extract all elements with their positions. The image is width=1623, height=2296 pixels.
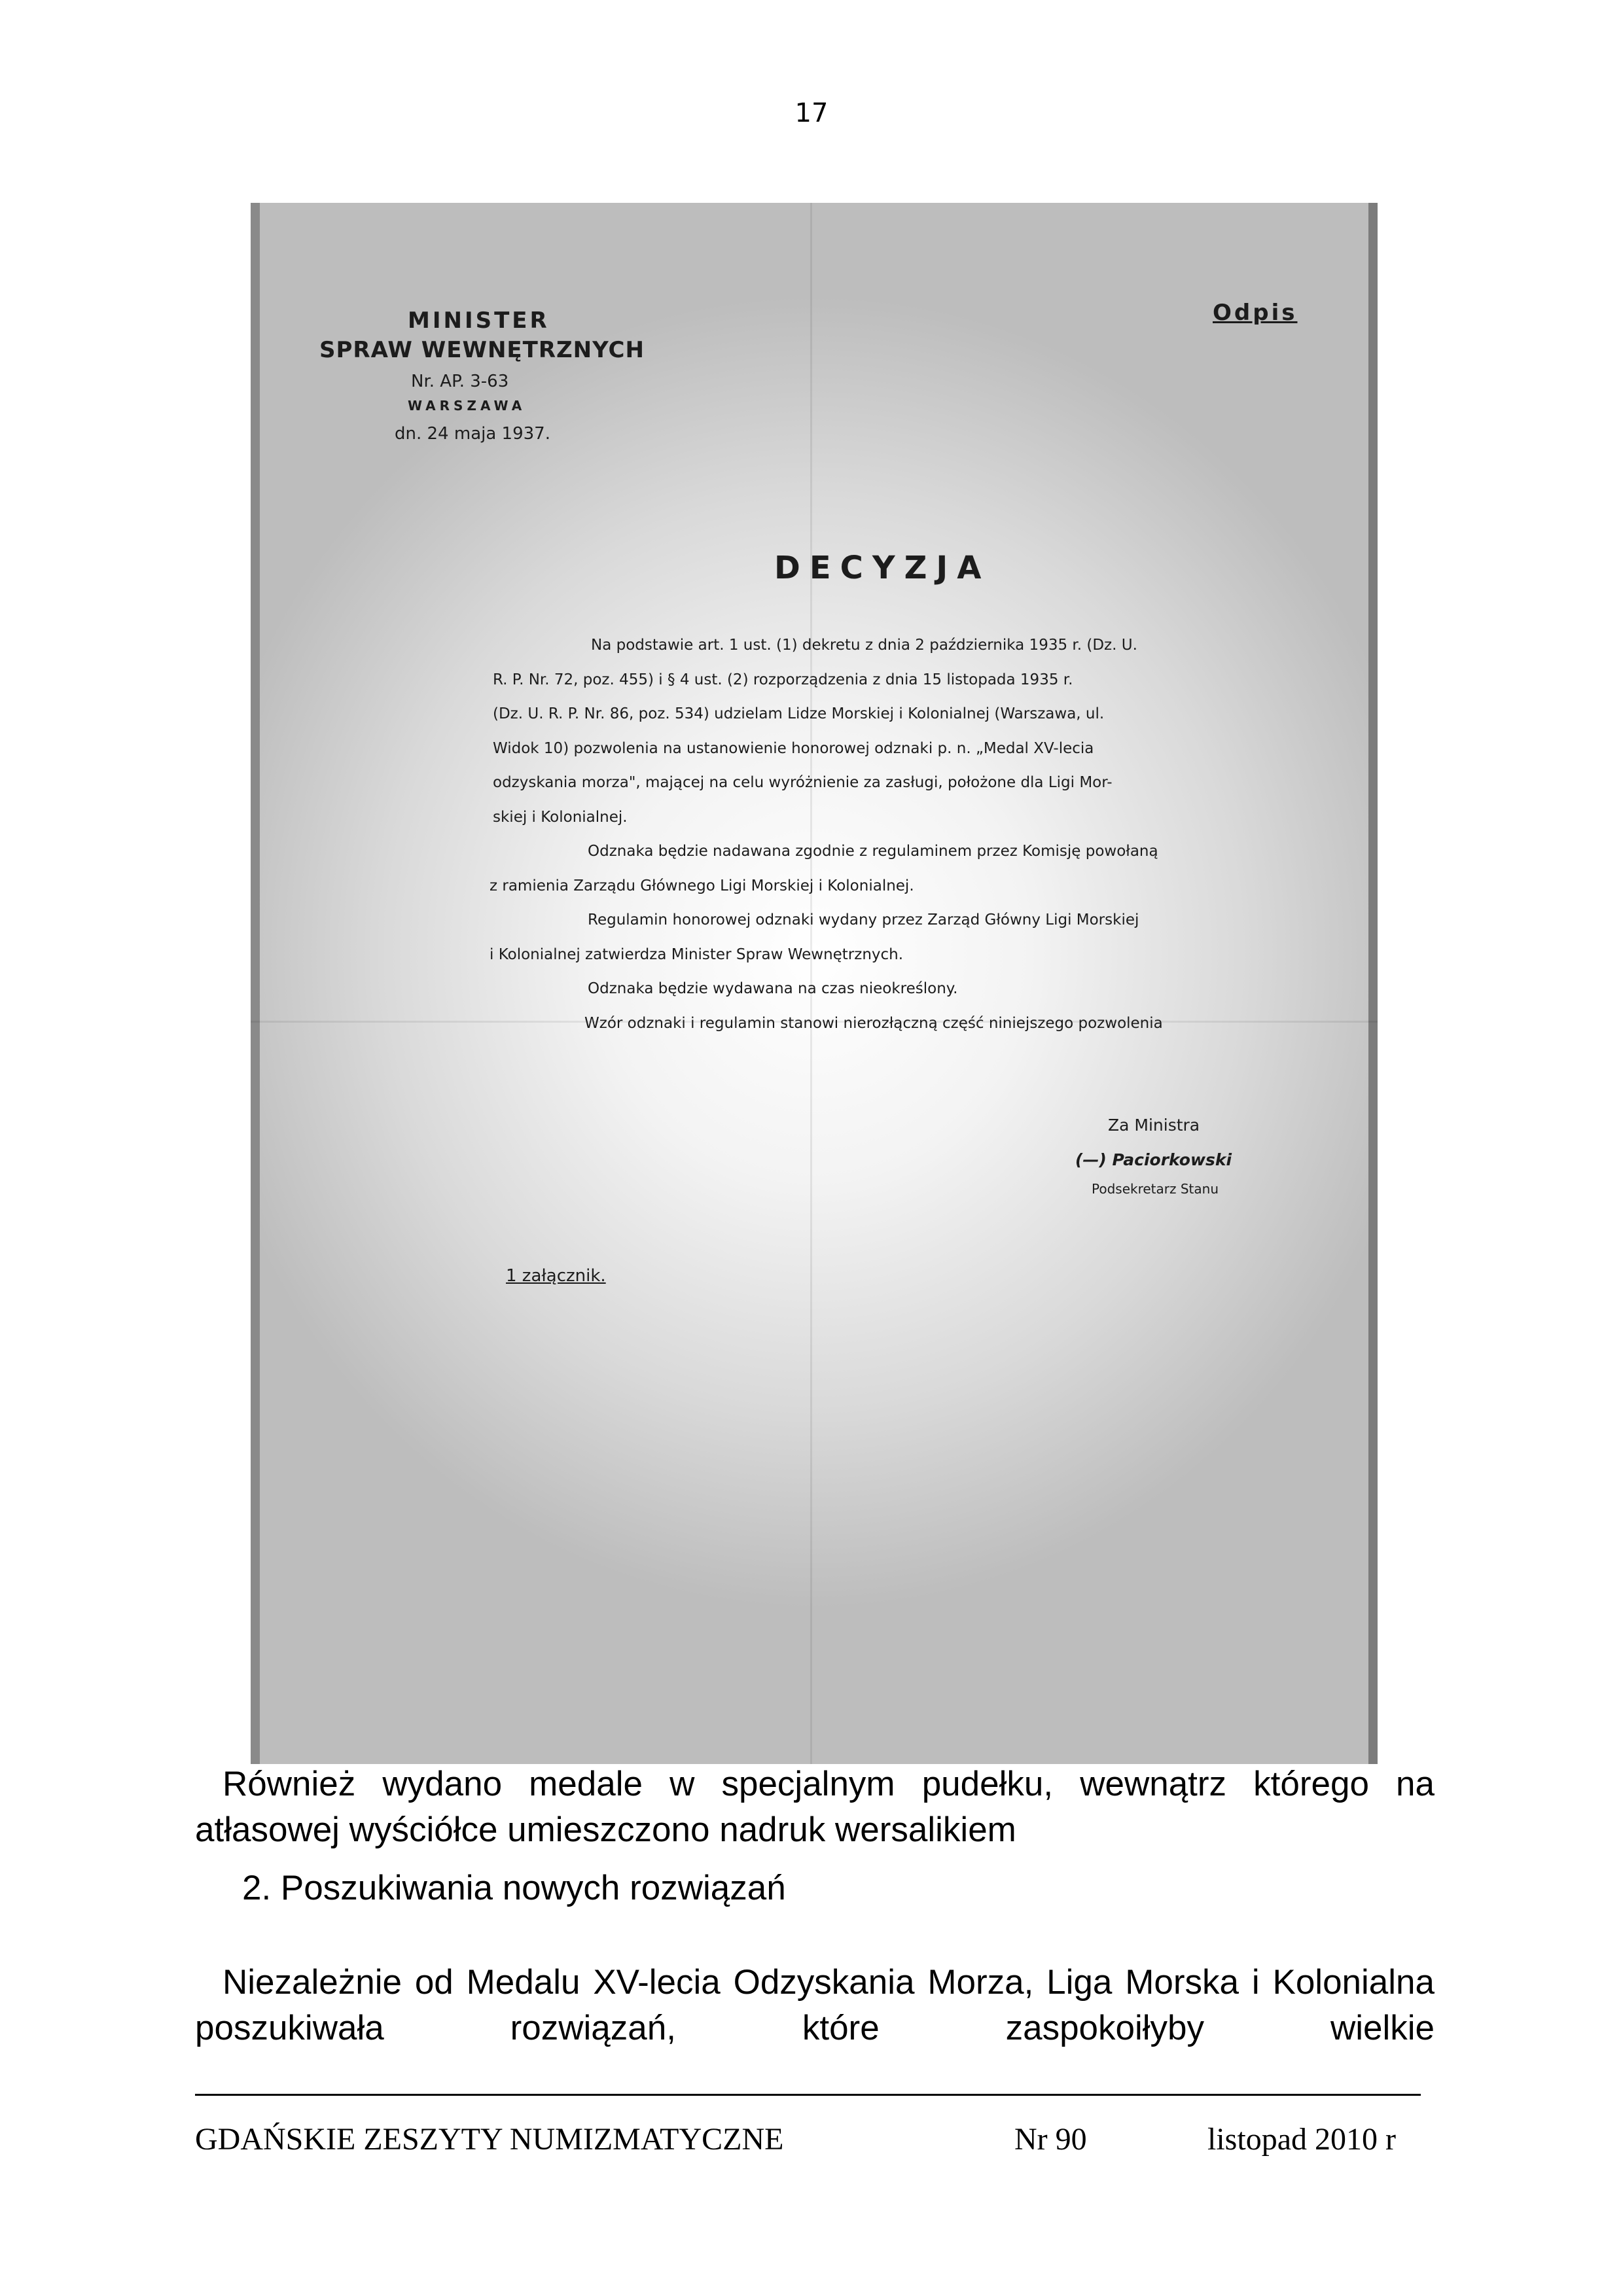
paragraph-new-solutions: Niezależnie od Medalu XV-lecia Odzyskania Morza, Liga Morska i Kolonialna poszukiwała rozwiązań, które zaspokoiłyby wielkie — [195, 1963, 1435, 2047]
body-line: Wzór odznaki i regulamin stanowi nierozłączną część niniejszego pozwolenia — [584, 1014, 1163, 1032]
letterhead-number: Nr. AP. 3-63 — [411, 372, 509, 391]
letterhead-minister: MINISTER — [408, 308, 550, 334]
footer-date: listopad 2010 r — [1207, 2122, 1396, 2157]
signature-title: Podsekretarz Stanu — [1092, 1181, 1219, 1197]
copy-mark: Odpis — [1213, 300, 1298, 326]
body-line: Regulamin honorowej odznaki wydany przez Zarząd Główny Ligi Morskiej — [588, 911, 1139, 928]
body-line: Odznaka będzie wydawana na czas nieokreślony. — [588, 980, 958, 997]
letterhead-ministry: SPRAW WEWNĘTRZNYCH — [319, 337, 645, 363]
body-line: z ramienia Zarządu Głównego Ligi Morskiej i Kolonialnej. — [490, 877, 914, 894]
document-body — [490, 628, 1317, 1040]
body-line: R. P. Nr. 72, poz. 455) i § 4 ust. (2) rozporządzenia z dnia 15 listopada 1935 r. — [493, 671, 1073, 688]
photo-edge-left — [251, 203, 260, 1764]
section-heading: 2. Poszukiwania nowych rozwiązań — [242, 1869, 786, 1907]
body-line: Widok 10) pozwolenia na ustanowienie honorowej odznaki p. n. „Medal XV-lecia — [493, 739, 1094, 757]
body-line: (Dz. U. R. P. Nr. 86, poz. 534) udzielam Lidze Morskiej i Kolonialnej (Warszawa, ul. — [493, 705, 1105, 722]
footer-journal-title: GDAŃSKIE ZESZYTY NUMIZMATYCZNE — [195, 2122, 784, 2157]
signature-for-minister: Za Ministra — [1108, 1116, 1200, 1135]
footer-issue-number: Nr 90 — [1014, 2122, 1087, 2157]
photo-edge-right — [1368, 203, 1378, 1764]
enclosure-note: 1 załącznik. — [506, 1266, 606, 1286]
body-line: Na podstawie art. 1 ust. (1) dekretu z dnia 2 października 1935 r. (Dz. U. — [591, 637, 1137, 654]
footer-rule — [195, 2094, 1421, 2096]
paragraph-medal-box: Również wydano medale w specjalnym pudełku, wewnątrz którego na atłasowej wyściółce umieszczono nadruk wersalikiem — [195, 1765, 1435, 1849]
letterhead-city: WARSZAWA — [408, 398, 526, 414]
letterhead-date: dn. 24 maja 1937. — [395, 424, 550, 444]
document-photo — [251, 203, 1378, 1764]
body-line: odzyskania morza", mającej na celu wyróżnienie za zasługi, położone dla Ligi Mor- — [493, 774, 1113, 791]
body-line: skiej i Kolonialnej. — [493, 808, 628, 826]
signature-name: (—) Paciorkowski — [1075, 1150, 1232, 1169]
page-number: 17 — [794, 98, 829, 128]
body-line: i Kolonialnej zatwierdza Minister Spraw Wewnętrznych. — [490, 945, 904, 963]
document-title: DECYZJA — [774, 550, 991, 586]
body-line: Odznaka będzie nadawana zgodnie z regulaminem przez Komisję powołaną — [588, 843, 1158, 860]
